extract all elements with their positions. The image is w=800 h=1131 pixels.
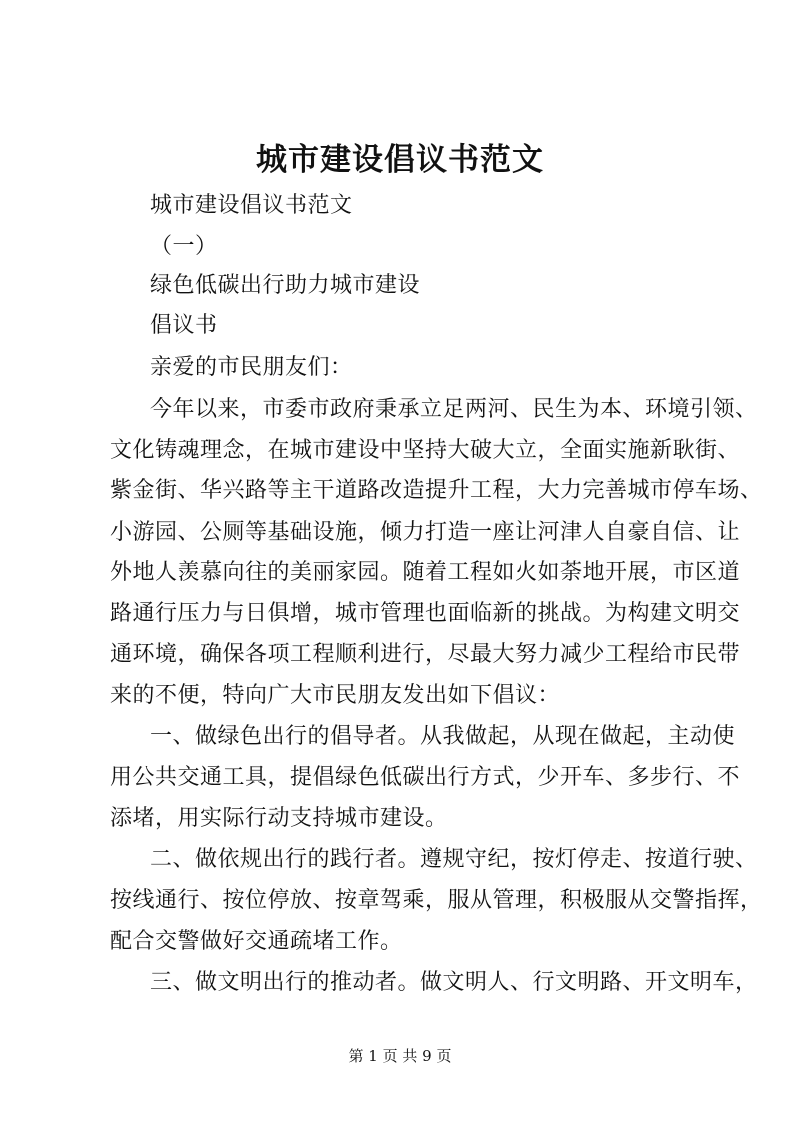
paragraph-line: 外地人羡慕向往的美丽家园。随着工程如火如荼地开展，市区道 — [110, 560, 741, 585]
paragraph-line: 添堵，用实际行动支持城市建设。 — [110, 806, 448, 831]
paragraph-line: 二、做依规出行的践行者。遵规守纪，按灯停走、按道行驶、 — [150, 847, 758, 872]
greeting: 亲爱的市民朋友们： — [150, 355, 353, 380]
paragraph-line: 紫金街、华兴路等主干道路改造提升工程，大力完善城市停车场、 — [110, 478, 763, 503]
paragraph-line: 小游园、公厕等基础设施，倾力打造一座让河津人自豪自信、让 — [110, 520, 741, 545]
subtitle: 城市建设倡议书范文 — [150, 193, 353, 218]
paragraph-line: 今年以来，市委市政府秉承立足两河、民生为本、环境引领、 — [150, 397, 758, 422]
paragraph-line: 配合交警做好交通疏堵工作。 — [110, 929, 403, 954]
paragraph-line: 路通行压力与日俱增，城市管理也面临新的挑战。为构建文明交 — [110, 601, 741, 626]
document-title: 城市建设倡议书范文 — [256, 142, 544, 178]
paragraph-line: 通环境，确保各项工程顺利进行，尽最大努力减少工程给市民带 — [110, 642, 741, 667]
section-number: （一） — [150, 234, 218, 259]
paragraph-line: 三、做文明出行的推动者。做文明人、行文明路、开文明车， — [150, 970, 758, 995]
paragraph-line: 文化铸魂理念，在城市建设中坚持大破大立，全面实施新耿街、 — [110, 438, 741, 463]
paragraph-line: 按线通行、按位停放、按章驾乘，服从管理，积极服从交警指挥， — [110, 888, 763, 913]
document-type: 倡议书 — [150, 313, 218, 338]
paragraph-line: 来的不便，特向广大市民朋友发出如下倡议： — [110, 683, 561, 708]
page-footer: 第 1 页 共 9 页 — [348, 1047, 452, 1065]
section-heading: 绿色低碳出行助力城市建设 — [150, 273, 421, 298]
paragraph-line: 用公共交通工具，提倡绿色低碳出行方式，少开车、多步行、不 — [110, 765, 741, 790]
paragraph-line: 一、做绿色出行的倡导者。从我做起，从现在做起，主动使 — [150, 724, 736, 749]
